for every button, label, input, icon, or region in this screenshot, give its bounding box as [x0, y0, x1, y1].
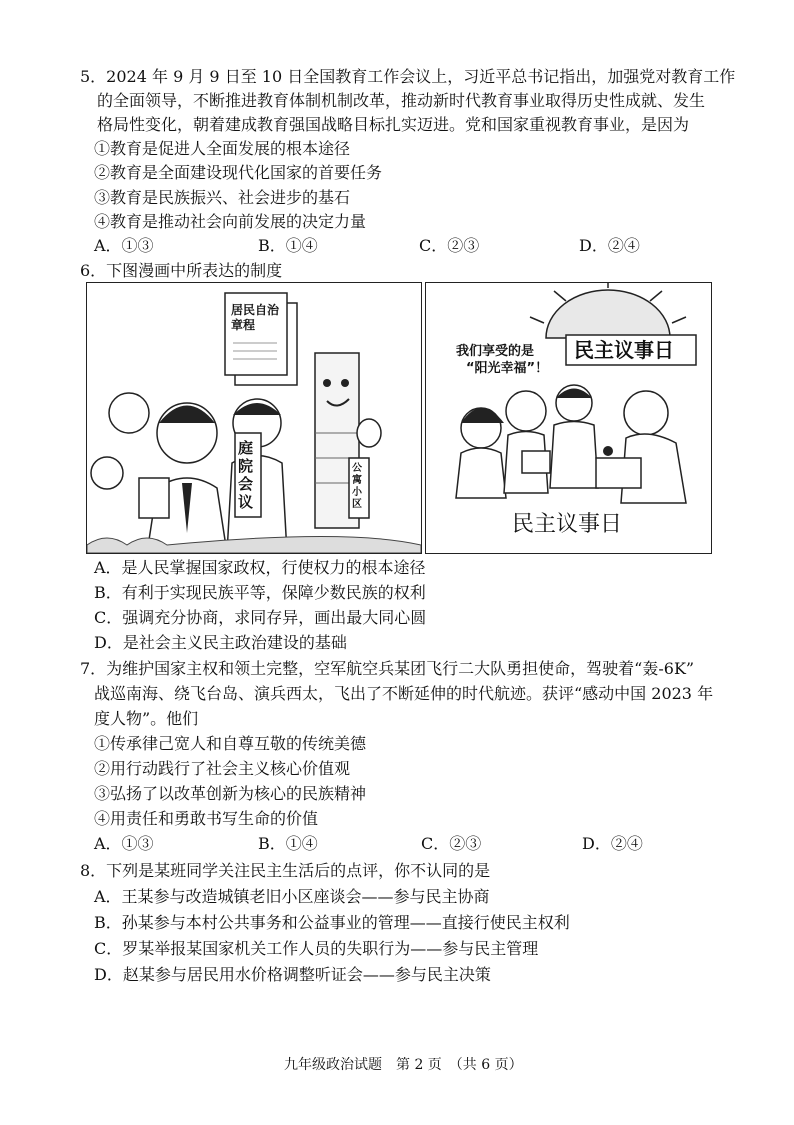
- q6-option-a: A．是人民掌握国家政权，行使权力的根本途径: [94, 558, 426, 577]
- q6-stem: 6．下图漫画中所表达的制度: [80, 261, 283, 280]
- cartoon-sign-text: 庭院会议: [238, 439, 254, 511]
- cartoon-speech-line-1: 我们享受的是: [456, 344, 535, 359]
- cartoon-right-panel: [425, 282, 712, 554]
- q5-item-1: ①教育是促进人全面发展的根本途径: [94, 139, 351, 158]
- q5-option-c: C．②③: [419, 236, 480, 255]
- q7-option-c: C．②③: [421, 834, 482, 853]
- q8-option-a: A．王某参与改造城镇老旧小区座谈会——参与民主协商: [94, 887, 490, 906]
- q8-option-b: B．孙某参与本村公共事务和公益事业的管理——直接行使民主权利: [94, 913, 570, 932]
- q5-item-2: ②教育是全面建设现代化国家的首要任务: [94, 163, 383, 182]
- cartoon-building-plaque: 公寓小区: [352, 463, 362, 510]
- cartoon-doc-title: 居民自治章程: [231, 303, 280, 332]
- cartoon-speech-line-2: “阳光幸福”！: [466, 361, 549, 376]
- q5-item-3: ③教育是民族振兴、社会进步的基石: [94, 188, 351, 207]
- q7-item-2: ②用行动践行了社会主义核心价值观: [94, 759, 351, 778]
- q5-stem-line-2: 的全面领导，不断推进教育体制机制改革，推动新时代教育事业取得历史性成就、发生: [97, 91, 706, 110]
- page-footer: 九年级政治试题 第 2 页 （共 6 页）: [284, 1057, 523, 1073]
- q7-option-b: B．①④: [258, 834, 318, 853]
- cartoon-banner: 民主议事日: [574, 338, 674, 362]
- q7-stem-line-2: 战巡南海、绕飞台岛、演兵西太，飞出了不断延伸的时代航迹。获评“感动中国 2023 年: [94, 684, 714, 703]
- q5-item-4: ④教育是推动社会向前发展的决定力量: [94, 212, 367, 231]
- q6-option-c: C．强调充分协商，求同存异，画出最大同心圆: [94, 608, 427, 627]
- q7-option-d: D．②④: [582, 834, 643, 853]
- q8-stem: 8．下列是某班同学关注民主生活后的点评，你不认同的是: [80, 861, 491, 880]
- q5-option-b: B．①④: [258, 236, 318, 255]
- q5-option-a: A．①③: [94, 236, 154, 255]
- q7-item-1: ①传承律己宽人和自尊互敬的传统美德: [94, 734, 367, 753]
- q7-option-a: A．①③: [94, 834, 154, 853]
- q7-stem-line-1: 7．为维护国家主权和领土完整，空军航空兵某团飞行二大队勇担使命，驾驶着“轰-6K”: [80, 659, 695, 678]
- cartoon-caption: 民主议事日: [512, 512, 623, 537]
- q5-stem-line-1: 5．2024 年 9 月 9 日至 10 日全国教育工作会议上，习近平总书记指出，加强党对教育工作: [80, 67, 736, 86]
- cartoon-left-panel: [86, 282, 422, 554]
- q7-stem-line-3: 度人物”。他们: [94, 709, 199, 728]
- q6-option-b: B．有利于实现民族平等，保障少数民族的权利: [94, 583, 426, 602]
- q6-option-d: D．是社会主义民主政治建设的基础: [94, 633, 347, 652]
- q8-option-d: D．赵某参与居民用水价格调整听证会——参与民主决策: [94, 965, 491, 984]
- q5-option-d: D．②④: [579, 236, 640, 255]
- q8-option-c: C．罗某举报某国家机关工作人员的失职行为——参与民主管理: [94, 939, 539, 958]
- q7-item-4: ④用责任和勇敢书写生命的价值: [94, 809, 319, 828]
- q5-stem-line-3: 格局性变化，朝着建成教育强国战略目标扎实迈进。党和国家重视教育事业，是因为: [97, 115, 690, 134]
- q7-item-3: ③弘扬了以改革创新为核心的民族精神: [94, 784, 367, 803]
